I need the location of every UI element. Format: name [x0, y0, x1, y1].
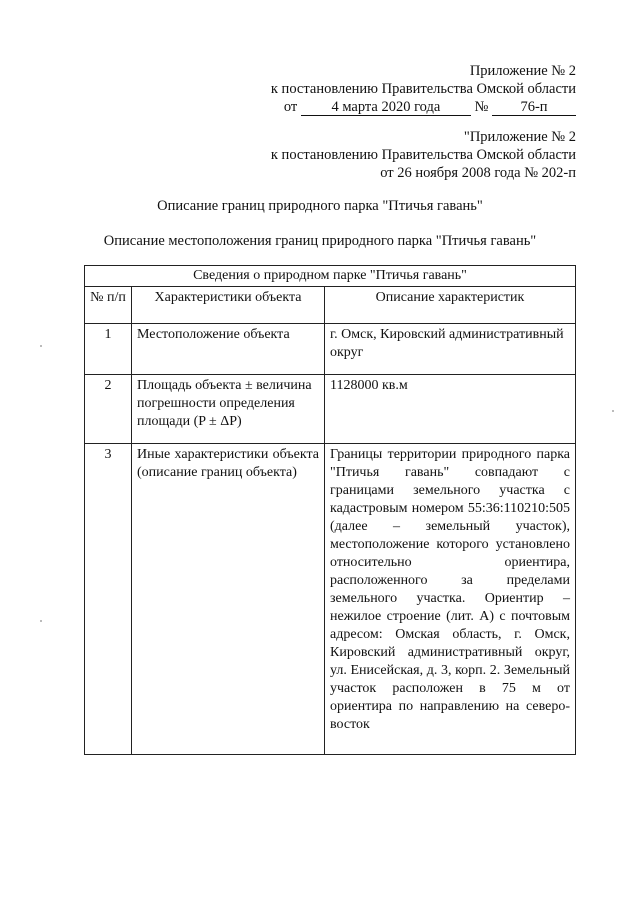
resolution-date: 4 марта 2020 года: [301, 100, 471, 116]
appendix-header-current: [271, 62, 576, 116]
row-characteristic: Площадь объекта ± величина погрешности определения площади (P ± ΔP): [132, 375, 325, 444]
row-characteristic: Местоположение объекта: [132, 324, 325, 375]
table-row: [85, 444, 576, 755]
resolution-reference: к постановлению Правительства Омской области: [270, 81, 576, 97]
row-number: 1: [85, 324, 132, 375]
table-row: [85, 375, 576, 444]
scan-speck: [40, 620, 42, 622]
header-number: № п/п: [85, 287, 132, 324]
resolution-reference-original: к постановлению Правительства Омской области: [270, 147, 576, 163]
row-characteristic: Иные характеристики объекта (описание границ объекта): [132, 444, 325, 755]
from-label: от: [283, 99, 298, 115]
scan-speck: [612, 410, 614, 412]
row-description: Границы территории природного парка "Птичья гавань" совпадают с границами земельного участка с кадастровым номером 55:36:110210:505 (далее – земельный участок), местоположение которого установлено относительно ориентира, расположенного за пределами земельного участка. Ориентир – нежилое строение (лит. А) с почтовым адресом: Омская область, г. Омск, Кировский административный округ, ул. Енисейская, д. 3, корп. 2. Земельный участок расположен в 75 м от ориентира по направлению на северо-восток: [325, 444, 576, 755]
number-label: №: [474, 99, 489, 115]
appendix-label: Приложение № 2: [469, 63, 576, 79]
resolution-date-original: от 26 ноября 2008 года № 202-п: [380, 165, 576, 181]
table-header-row: [85, 287, 576, 324]
row-number: 3: [85, 444, 132, 755]
row-number: 2: [85, 375, 132, 444]
appendix-header-original: [271, 128, 576, 182]
document-subtitle: Описание местоположения границ природного парка "Птичья гавань": [103, 233, 537, 249]
header-description: Описание характеристик: [325, 287, 576, 324]
document-title: Описание границ природного парка "Птичья гавань": [157, 198, 483, 214]
scan-speck: [40, 345, 42, 347]
row-description: г. Омск, Кировский административный округ: [325, 324, 576, 375]
header-characteristics: Характеристики объекта: [132, 287, 325, 324]
appendix-label-original: "Приложение № 2: [463, 129, 576, 145]
park-info-table: [84, 265, 576, 755]
table-row: [85, 324, 576, 375]
row-description: 1128000 кв.м: [325, 375, 576, 444]
table-caption: Сведения о природном парке "Птичья гавань": [85, 266, 576, 287]
table-caption-row: [85, 266, 576, 287]
resolution-date-number: [271, 98, 576, 116]
resolution-number: 76-п: [492, 100, 576, 116]
